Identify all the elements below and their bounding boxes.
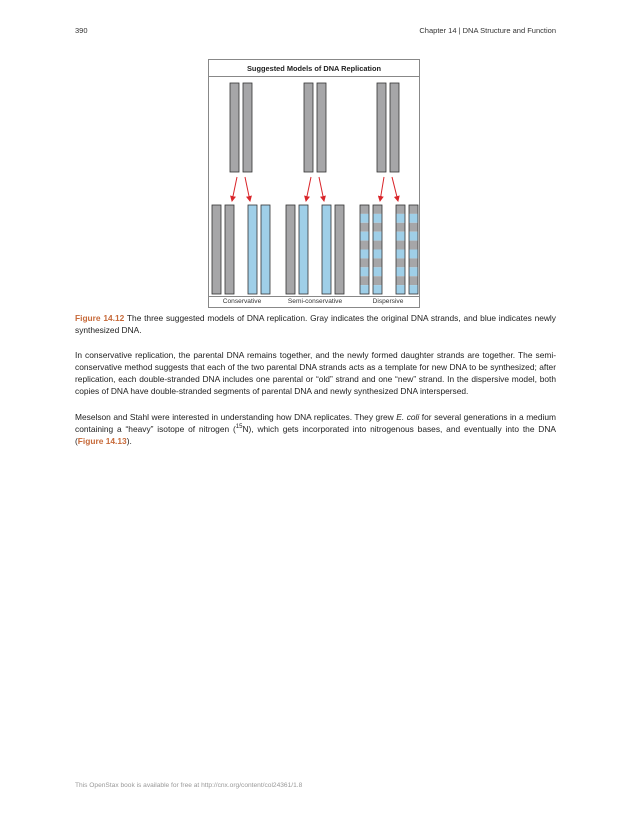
daughter-strand-dispersive-1-2-segment — [373, 205, 382, 214]
arrow-left-semi-conservative — [306, 177, 311, 201]
model-labels — [209, 298, 419, 308]
chapter-header: Chapter 14 | DNA Structure and Function — [419, 26, 556, 35]
figure-caption — [75, 312, 556, 336]
arrow-right-semi-conservative — [319, 177, 324, 201]
parent-strand-semi-conservative-2 — [317, 83, 326, 172]
label-conservative: Conservative — [222, 298, 262, 305]
paragraph-models: In conservative replication, the parental DNA remains together, and the newly formed daughter strands are together. The semi-conservative method suggests that each of the two parental DNA strands acts as a template for new DNA to be synthesized; after replication, each double-stranded DNA includes one parental or “old” strand and one “new” strand. In the dispersive model, both copies of DNA have double-stranded segments of parental DNA and newly synthesized DNA interspersed. — [75, 350, 556, 396]
daughter-strand-dispersive-1-2-segment — [373, 250, 382, 259]
arrow-right-conservative — [245, 177, 250, 201]
daughter-strand-dispersive-2-2-segment — [409, 250, 418, 259]
species-name: E. coli — [396, 412, 420, 422]
paragraph-text-4: ). — [126, 436, 132, 446]
daughter-strand-dispersive-1-1-segment — [360, 267, 369, 276]
figure-title: Suggested Models of DNA Replication — [247, 64, 381, 73]
replication-models-figure — [208, 59, 420, 308]
daughter-strand-semi-conservative-2-2 — [335, 205, 344, 294]
daughter-strand-semi-conservative-2-1 — [322, 205, 331, 294]
figure-link[interactable]: Figure 14.13 — [77, 436, 127, 446]
daughter-strand-dispersive-2-2-segment — [409, 223, 418, 232]
parent-strand-conservative-2 — [243, 83, 252, 172]
daughter-strand-dispersive-2-2-segment — [409, 258, 418, 267]
figure-caption-label: Figure 14.12 — [75, 313, 125, 323]
daughter-strand-dispersive-1-1-segment — [360, 241, 369, 250]
daughter-strand-conservative-1-1 — [212, 205, 221, 294]
daughter-strand-dispersive-1-1-segment — [360, 285, 369, 294]
isotope-superscript: 15 — [235, 424, 243, 430]
daughter-strand-dispersive-1-1-segment — [360, 250, 369, 259]
daughter-strand-conservative-1-2 — [225, 205, 234, 294]
daughter-strand-dispersive-1-2-segment — [373, 258, 382, 267]
arrow-left-dispersive — [380, 177, 384, 201]
daughter-strand-dispersive-2-1-segment — [396, 223, 405, 232]
daughter-strand-dispersive-2-2-segment — [409, 285, 418, 294]
parent-strand-dispersive-1 — [377, 83, 386, 172]
paragraph-text-3: N), which gets incorporated into nitrogenous bases, and eventually into the DNA ( — [75, 424, 556, 446]
daughter-strand-dispersive-2-1-segment — [396, 285, 405, 294]
parent-strand-conservative-1 — [230, 83, 239, 172]
daughter-strand-conservative-2-1 — [248, 205, 257, 294]
arrow-right-dispersive — [392, 177, 398, 201]
paragraph-meselson-stahl — [75, 411, 556, 447]
daughter-strand-dispersive-1-1-segment — [360, 205, 369, 214]
daughter-strand-dispersive-2-1-segment — [396, 276, 405, 285]
daughter-strand-dispersive-1-2-segment — [373, 232, 382, 241]
daughter-strand-dispersive-1-2-segment — [373, 241, 382, 250]
daughter-strand-dispersive-2-2-segment — [409, 241, 418, 250]
arrow-left-conservative — [232, 177, 237, 201]
daughter-strand-dispersive-2-1-segment — [396, 232, 405, 241]
daughter-strand-dispersive-2-2-segment — [409, 267, 418, 276]
page-number: 390 — [75, 26, 88, 35]
daughter-strand-dispersive-1-2-segment — [373, 285, 382, 294]
daughter-strand-dispersive-1-1-segment — [360, 276, 369, 285]
daughter-strand-dispersive-2-1-segment — [396, 267, 405, 276]
daughter-strand-semi-conservative-1-1 — [286, 205, 295, 294]
page-footer: This OpenStax book is available for free at http://cnx.org/content/col24361/1.8 — [75, 782, 303, 789]
daughter-strand-dispersive-1-2-segment — [373, 223, 382, 232]
daughter-strand-dispersive-2-1-segment — [396, 205, 405, 214]
daughter-strand-dispersive-1-1-segment — [360, 223, 369, 232]
paragraph-text-1: Meselson and Stahl were interested in understanding how DNA replicates. They grew — [75, 412, 397, 422]
replication-diagram — [209, 60, 419, 296]
daughter-strand-dispersive-1-2-segment — [373, 214, 382, 223]
daughter-strand-dispersive-2-1-segment — [396, 214, 405, 223]
parent-strand-semi-conservative-1 — [304, 83, 313, 172]
paragraph-text-2: for several generations in a medium containing a “heavy” isotope of nitrogen ( — [75, 412, 556, 434]
label-dispersive: Dispersive — [372, 298, 404, 305]
daughter-strand-dispersive-1-1-segment — [360, 214, 369, 223]
daughter-strand-dispersive-1-2-segment — [373, 267, 382, 276]
figure-label-divider — [209, 296, 419, 297]
daughter-strand-dispersive-2-2-segment — [409, 214, 418, 223]
daughter-strand-dispersive-2-2-segment — [409, 276, 418, 285]
daughter-strand-dispersive-2-2-segment — [409, 205, 418, 214]
daughter-strand-dispersive-2-2-segment — [409, 232, 418, 241]
daughter-strand-dispersive-2-1-segment — [396, 241, 405, 250]
parent-strand-dispersive-2 — [390, 83, 399, 172]
daughter-strand-dispersive-1-1-segment — [360, 232, 369, 241]
daughter-strand-semi-conservative-1-2 — [299, 205, 308, 294]
daughter-strand-dispersive-2-1-segment — [396, 258, 405, 267]
daughter-strand-dispersive-1-1-segment — [360, 258, 369, 267]
daughter-strand-dispersive-2-1-segment — [396, 250, 405, 259]
figure-caption-text: The three suggested models of DNA replication. Gray indicates the original DNA strands, and blue indicates newly synthesized DNA. — [75, 313, 556, 335]
daughter-strand-dispersive-1-2-segment — [373, 276, 382, 285]
label-semi-conservative: Semi-conservative — [287, 298, 343, 305]
daughter-strand-conservative-2-2 — [261, 205, 270, 294]
